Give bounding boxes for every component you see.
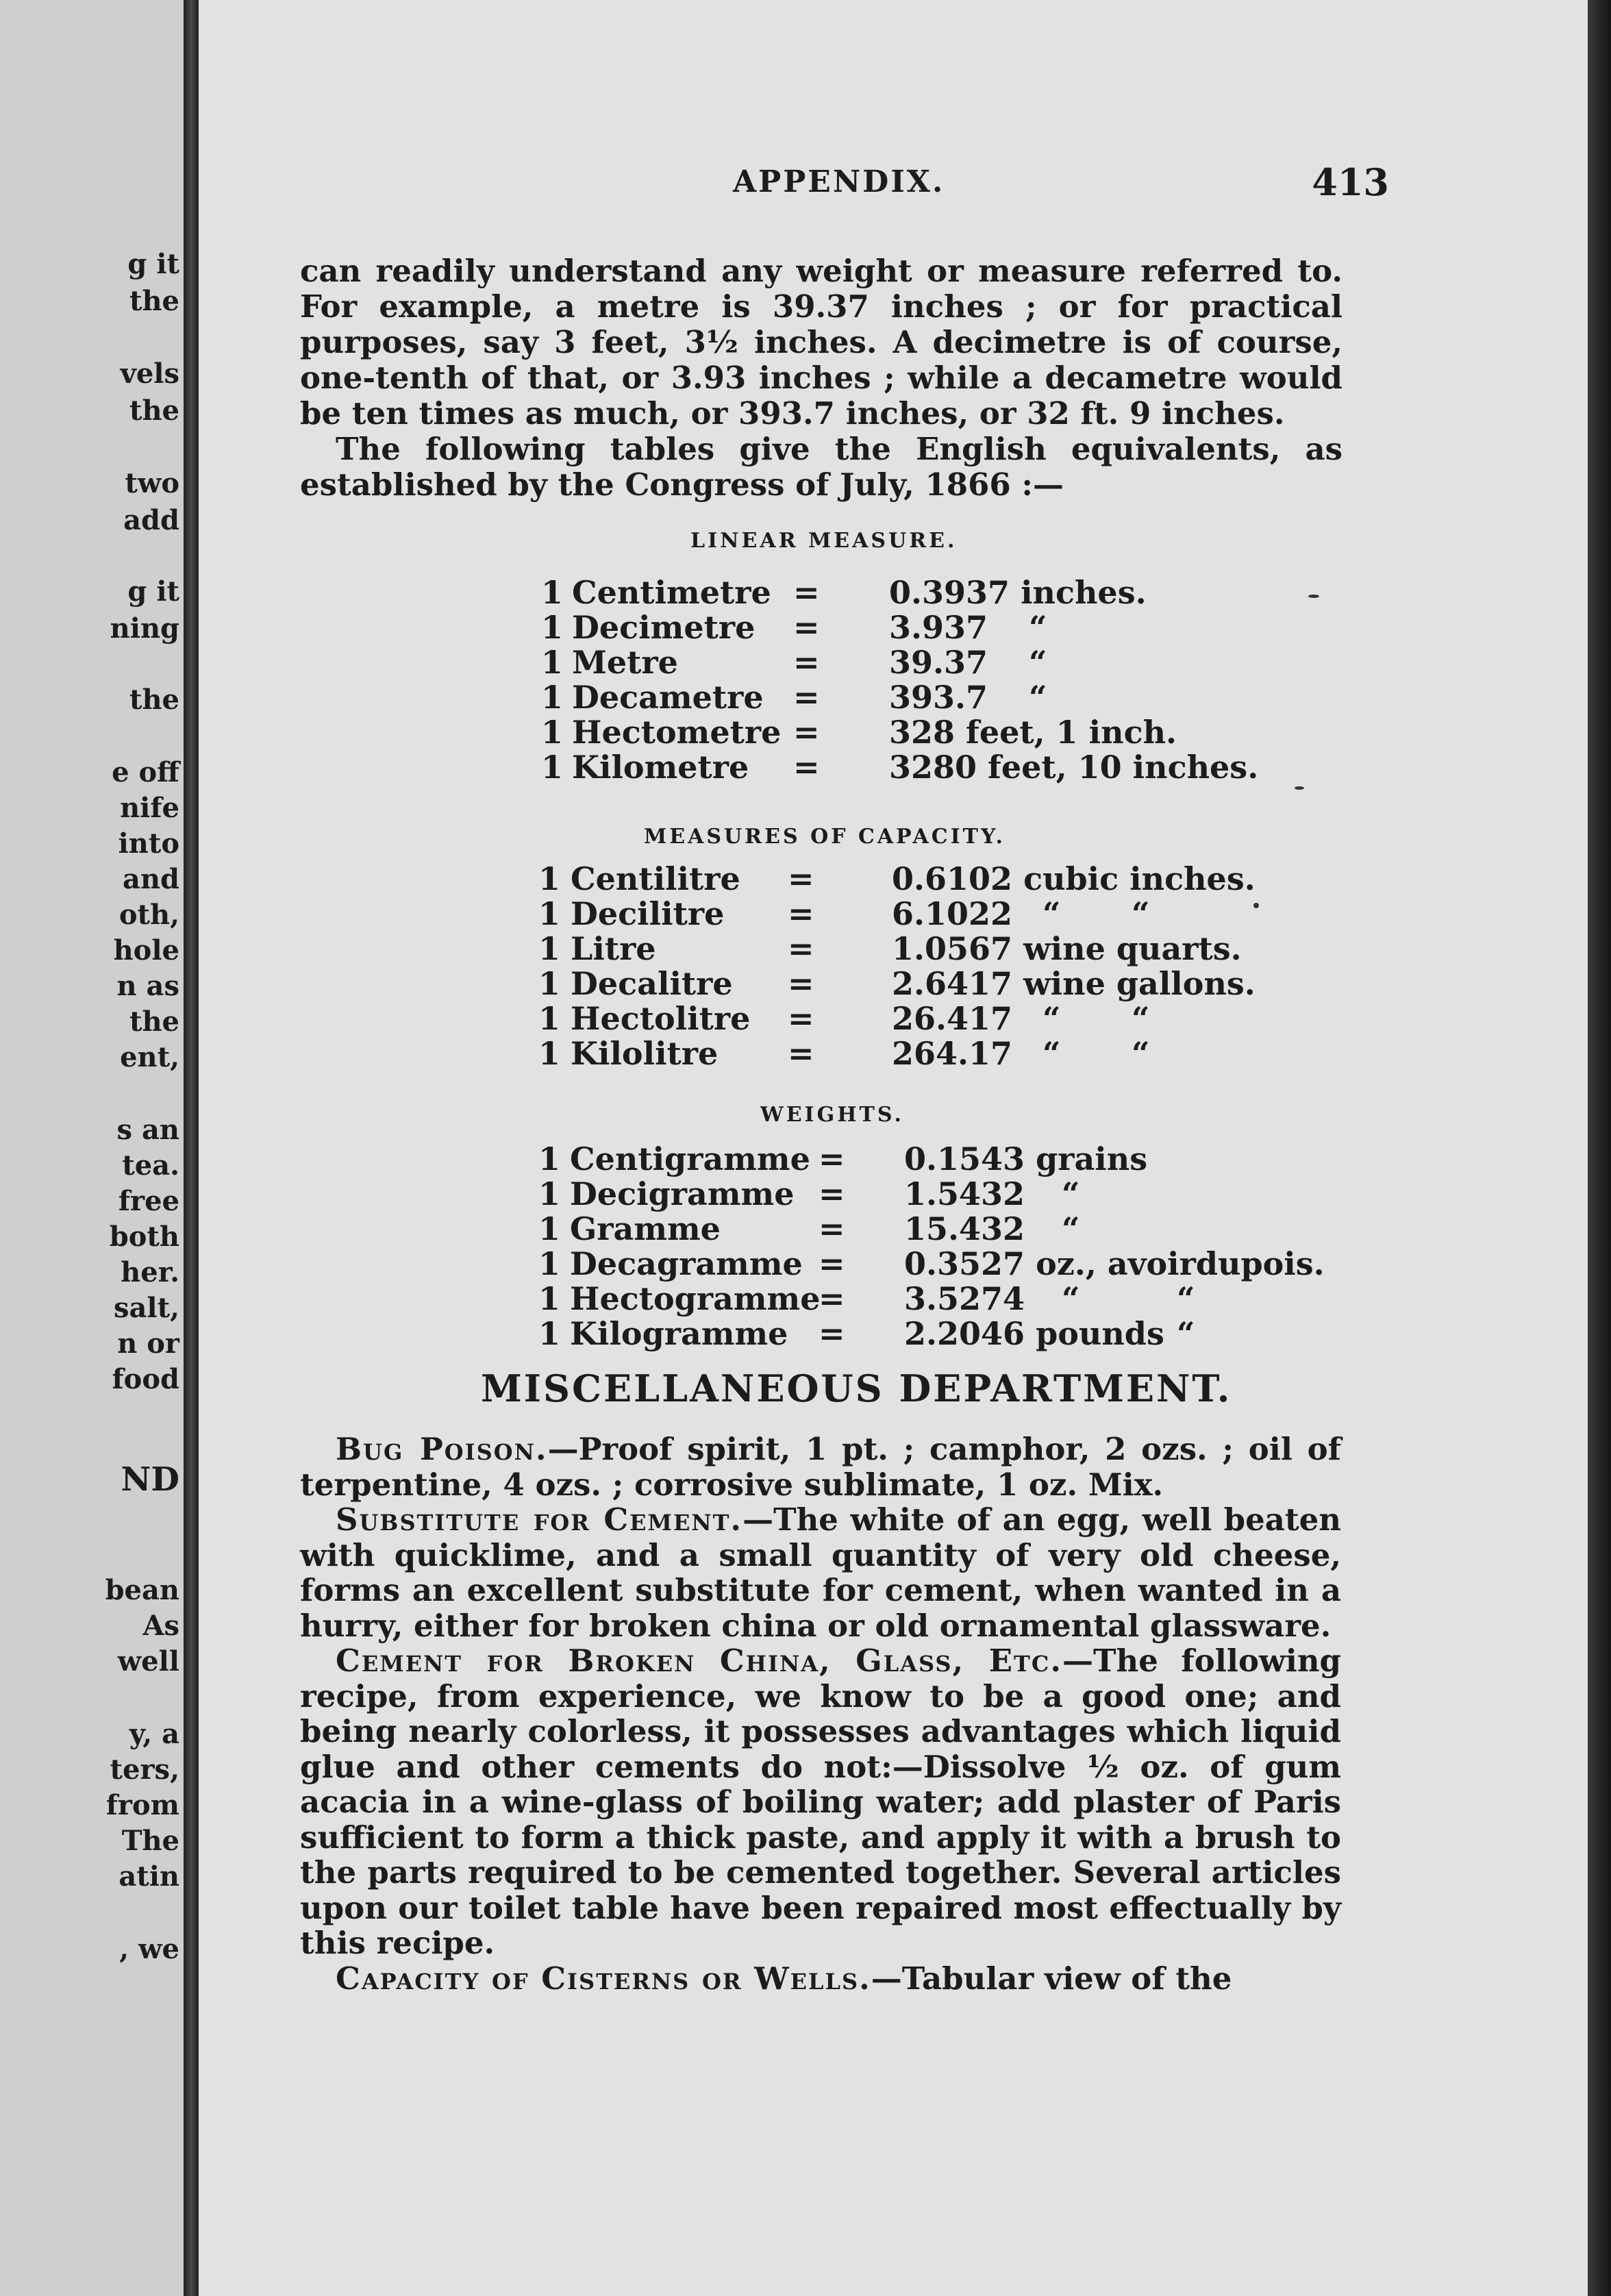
row-equals: = bbox=[819, 1210, 845, 1247]
row-quantity: 1 bbox=[541, 644, 564, 681]
left-fragment: ters, bbox=[110, 1754, 179, 1786]
row-ditto: “ bbox=[1062, 1210, 1080, 1247]
row-equals: = bbox=[793, 574, 820, 611]
row-unit: Decilitre bbox=[571, 895, 725, 932]
row-unit: Hectolitre bbox=[571, 1000, 751, 1037]
misc-entry-text: —Proof spirit, 1 pt. ; camphor, 2 ozs. ; oil of terpentine, 4 ozs. ; corrosive sublimate, 1 oz. Mix. bbox=[300, 1431, 1341, 1503]
left-fragment: e off bbox=[112, 756, 179, 788]
left-fragment: hole bbox=[113, 934, 179, 966]
row-ditto: “ bbox=[1177, 1280, 1195, 1317]
left-fragment: y, a bbox=[129, 1718, 179, 1750]
left-fragment: the bbox=[129, 395, 179, 427]
row-quantity: 1 bbox=[541, 574, 564, 611]
misc-heading: MISCELLANEOUS DEPARTMENT. bbox=[481, 1367, 1232, 1410]
row-ditto: “ bbox=[1029, 609, 1047, 646]
ink-speck bbox=[1295, 786, 1304, 790]
page-header bbox=[199, 160, 1588, 212]
row-unit: Hectometre bbox=[572, 714, 782, 751]
row-unit: Hectogramme bbox=[570, 1280, 821, 1317]
left-fragment: the bbox=[129, 285, 179, 317]
row-quantity: 1 bbox=[538, 1245, 561, 1282]
left-fragment: two bbox=[125, 467, 179, 499]
row-unit: Gramme bbox=[570, 1210, 721, 1247]
row-equals: = bbox=[819, 1315, 845, 1352]
left-facing-page bbox=[0, 0, 184, 2296]
left-fragment: ent, bbox=[120, 1041, 179, 1073]
left-fragment: nife bbox=[120, 792, 179, 824]
left-fragment: oth, bbox=[118, 899, 179, 931]
row-ditto: “ bbox=[1042, 1035, 1061, 1072]
row-ditto: “ bbox=[1042, 1000, 1061, 1037]
row-value: 0.3937 inches. bbox=[889, 574, 1147, 611]
page-number: 413 bbox=[1312, 160, 1389, 204]
row-quantity: 1 bbox=[538, 860, 561, 897]
row-value: 2.2046 pounds bbox=[904, 1315, 1164, 1352]
left-fragment: g it bbox=[127, 248, 179, 280]
row-equals: = bbox=[788, 930, 814, 967]
row-unit: Decagramme bbox=[570, 1245, 803, 1282]
intro-paragraph: can readily understand any weight or measure referred to. For example, a metre is 39.37 inches ; or for practical purposes, say 3 feet, 3½ inches. A decimetre is of course, one-tenth of that, or 3.93 inches ; while a decametre would be ten times as much, or 393.7 inches, or 32 ft. 9 inches. bbox=[300, 253, 1342, 432]
row-quantity: 1 bbox=[538, 895, 561, 932]
row-equals: = bbox=[793, 679, 820, 716]
row-quantity: 1 bbox=[538, 930, 561, 967]
row-ditto: “ bbox=[1132, 1000, 1150, 1037]
left-fragment: s an bbox=[116, 1114, 179, 1146]
row-value: 39.37 bbox=[889, 644, 988, 681]
row-equals: = bbox=[793, 749, 820, 786]
left-fragment: her. bbox=[121, 1256, 179, 1288]
row-unit: Centimetre bbox=[572, 574, 771, 611]
row-quantity: 1 bbox=[538, 1140, 561, 1177]
row-value: 26.417 bbox=[892, 1000, 1013, 1037]
running-head: APPENDIX. bbox=[733, 164, 945, 199]
left-fragment: bean bbox=[105, 1574, 179, 1606]
row-value: 1.5432 bbox=[904, 1175, 1025, 1212]
row-ditto: “ bbox=[1062, 1175, 1080, 1212]
row-quantity: 1 bbox=[538, 1315, 561, 1352]
row-quantity: 1 bbox=[541, 749, 564, 786]
row-value: 3280 feet, 10 inches. bbox=[889, 749, 1259, 786]
weights-title: WEIGHTS. bbox=[760, 1103, 904, 1127]
row-equals: = bbox=[788, 965, 814, 1002]
misc-entry bbox=[300, 1502, 1341, 1643]
ink-speck bbox=[1308, 595, 1319, 598]
row-unit: Decametre bbox=[572, 679, 764, 716]
left-fragment: , we bbox=[119, 1933, 179, 1965]
misc-entry-title: Cement for Broken China, Glass, Etc. bbox=[336, 1643, 1063, 1679]
row-equals: = bbox=[788, 860, 814, 897]
row-quantity: 1 bbox=[538, 1000, 561, 1037]
row-value: 6.1022 bbox=[892, 895, 1013, 932]
book-gutter bbox=[184, 0, 199, 2296]
row-ditto: “ bbox=[1132, 1035, 1150, 1072]
row-value: 3.5274 bbox=[904, 1280, 1025, 1317]
row-quantity: 1 bbox=[541, 714, 564, 751]
row-unit: Litre bbox=[571, 930, 656, 967]
misc-entry-title: Substitute for Cement. bbox=[336, 1501, 743, 1538]
row-value: 264.17 bbox=[892, 1035, 1013, 1072]
left-fragment: the bbox=[129, 684, 179, 716]
book-page bbox=[199, 0, 1588, 2296]
row-equals: = bbox=[793, 609, 820, 646]
left-fragment: As bbox=[142, 1610, 179, 1642]
left-fragment: both bbox=[109, 1221, 179, 1253]
row-quantity: 1 bbox=[538, 1035, 561, 1072]
capacity-title: MEASURES OF CAPACITY. bbox=[644, 825, 1006, 849]
row-quantity: 1 bbox=[541, 679, 564, 716]
row-unit: Decigramme bbox=[570, 1175, 795, 1212]
row-quantity: 1 bbox=[541, 609, 564, 646]
left-fragment: well bbox=[117, 1645, 179, 1677]
row-quantity: 1 bbox=[538, 1175, 561, 1212]
row-ditto: “ bbox=[1042, 895, 1061, 932]
row-value: 1.0567 wine quarts. bbox=[892, 930, 1242, 967]
misc-entries bbox=[300, 1432, 1341, 1996]
misc-entry bbox=[300, 1961, 1341, 1997]
left-fragment: tea. bbox=[122, 1149, 179, 1182]
left-fragment: the bbox=[129, 1006, 179, 1038]
left-fragment: into bbox=[118, 827, 179, 860]
row-ditto: “ bbox=[1029, 644, 1047, 681]
row-quantity: 1 bbox=[538, 1280, 561, 1317]
left-fragment: n or bbox=[117, 1327, 179, 1360]
left-fragment: ND bbox=[121, 1460, 179, 1499]
row-equals: = bbox=[793, 714, 820, 751]
row-equals: = bbox=[793, 644, 820, 681]
row-unit: Decalitre bbox=[571, 965, 733, 1002]
misc-entry-text: —Tabular view of the bbox=[871, 1960, 1232, 1997]
row-equals: = bbox=[819, 1280, 845, 1317]
left-fragment: atin bbox=[118, 1860, 179, 1893]
row-ditto: “ bbox=[1062, 1280, 1080, 1317]
misc-entry-title: Bug Poison. bbox=[336, 1431, 548, 1467]
row-value: 2.6417 wine gallons. bbox=[892, 965, 1256, 1002]
linear-measure-title: LINEAR MEASURE. bbox=[690, 529, 958, 553]
left-fragment: The bbox=[121, 1825, 179, 1857]
row-value: 15.432 bbox=[904, 1210, 1025, 1247]
left-fragment: vels bbox=[120, 358, 179, 390]
misc-entry-text: —The following recipe, from experience, we know to be a good one; and being nearly colorless, it possesses advantages which liquid glue and other cements do not:—Dissolve ½ oz. of gum acacia in a wine-glass of boiling water; add plaster of Paris sufficient to form a thick paste, and apply it with a brush to the parts required to be cemented together. Several articles upon our toilet table have been repaired most effectually by this recipe. bbox=[300, 1643, 1342, 1961]
row-value: 0.1543 grains bbox=[904, 1140, 1148, 1177]
intro-text bbox=[300, 253, 1342, 503]
left-fragment: add bbox=[123, 504, 179, 536]
left-fragment: ning bbox=[110, 612, 179, 645]
left-fragment: g it bbox=[127, 575, 179, 608]
row-equals: = bbox=[819, 1245, 845, 1282]
intro-paragraph: The following tables give the English equivalents, as established by the Congress of July, 1866 :— bbox=[300, 431, 1342, 503]
left-fragment: food bbox=[112, 1363, 179, 1395]
row-quantity: 1 bbox=[538, 1210, 561, 1247]
row-quantity: 1 bbox=[538, 965, 561, 1002]
row-value: 393.7 bbox=[889, 679, 988, 716]
row-unit: Centigramme bbox=[570, 1140, 810, 1177]
row-unit: Decimetre bbox=[572, 609, 755, 646]
row-value: 328 feet, 1 inch. bbox=[889, 714, 1177, 751]
row-unit: Kilometre bbox=[572, 749, 749, 786]
row-unit: Kilogramme bbox=[570, 1315, 788, 1352]
ink-speck bbox=[1253, 903, 1259, 908]
page-edge-shadow bbox=[1588, 0, 1611, 2296]
misc-entry-title: Capacity of Cisterns or Wells. bbox=[336, 1960, 871, 1997]
left-fragment: salt, bbox=[113, 1292, 179, 1324]
row-equals: = bbox=[819, 1175, 845, 1212]
left-fragment: free bbox=[118, 1185, 179, 1217]
row-unit: Centilitre bbox=[571, 860, 740, 897]
row-ditto: “ bbox=[1029, 679, 1047, 716]
row-equals: = bbox=[788, 1000, 814, 1037]
misc-entry bbox=[300, 1643, 1341, 1961]
left-fragment: n as bbox=[116, 970, 179, 1002]
row-unit: Metre bbox=[572, 644, 678, 681]
left-fragment: from bbox=[105, 1789, 179, 1821]
row-equals: = bbox=[788, 1035, 814, 1072]
row-equals: = bbox=[788, 895, 814, 932]
row-equals: = bbox=[819, 1140, 845, 1177]
row-unit: Kilolitre bbox=[571, 1035, 719, 1072]
row-value: 0.6102 cubic inches. bbox=[892, 860, 1256, 897]
left-fragment: and bbox=[123, 863, 179, 895]
misc-entry bbox=[300, 1432, 1341, 1502]
row-value: 3.937 bbox=[889, 609, 988, 646]
row-value: 0.3527 oz., avoirdupois. bbox=[904, 1245, 1325, 1282]
misc-entry-text: —The white of an egg, well beaten with quicklime, and a small quantity of very old cheese, forms an excellent substitute for cement, when wanted in a hurry, either for broken china or old ornamental glassware. bbox=[300, 1501, 1341, 1644]
row-ditto: “ bbox=[1132, 895, 1150, 932]
row-ditto: “ bbox=[1177, 1315, 1195, 1352]
